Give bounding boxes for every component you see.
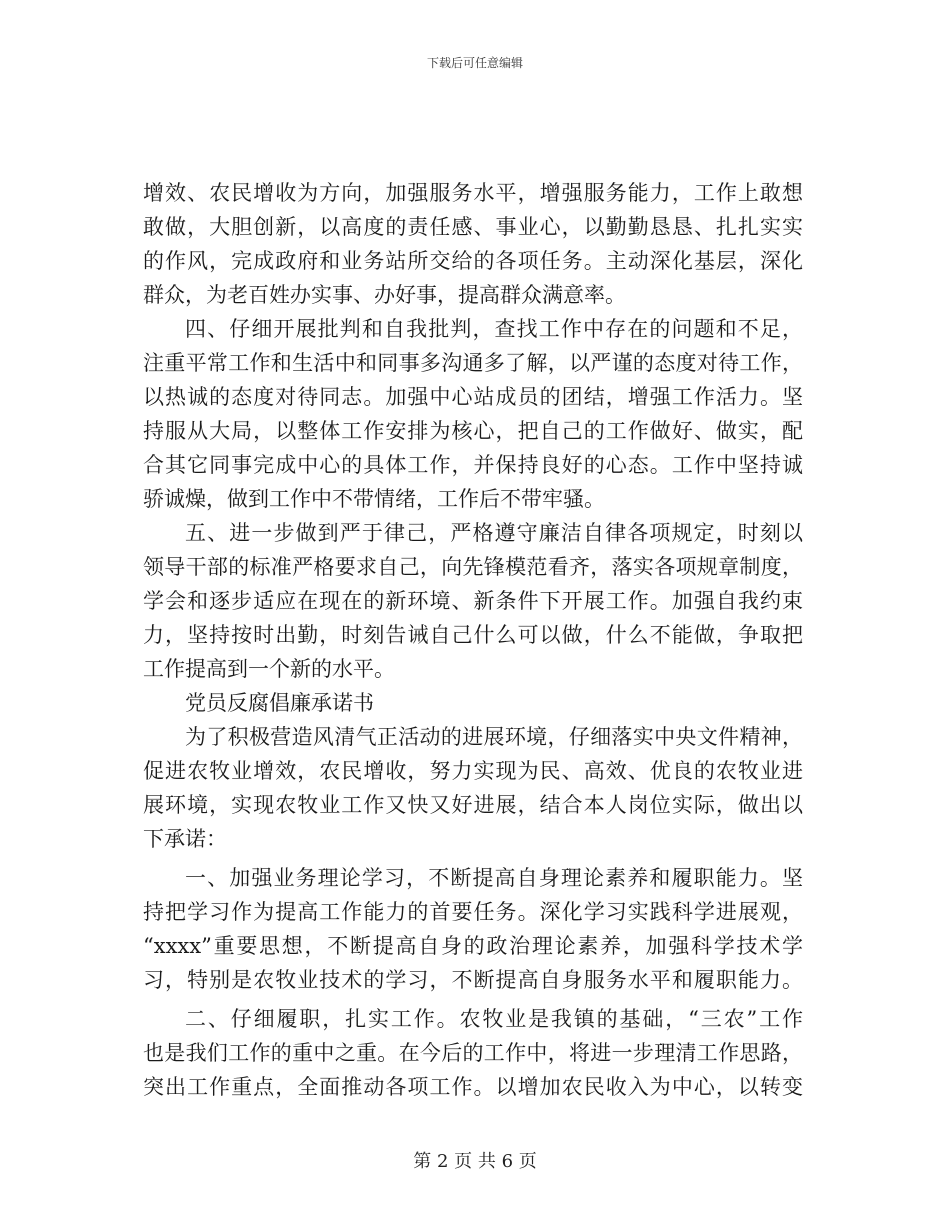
text-line: 学会和逐步适应在现在的新环境、新条件下开展工作。加强自我约束	[143, 589, 803, 613]
text-line: 持把学习作为提高工作能力的首要任务。深化学习实践科学进展观，	[143, 900, 803, 924]
text-line: 群众，为老百姓办实事、办好事，提高群众满意率。	[143, 283, 626, 307]
page-number: 第 2 页 共 6 页	[413, 1151, 537, 1172]
text-line: 注重平常工作和生活中和同事多沟通多了解，以严谨的态度对待工作，	[143, 351, 803, 375]
text-line: 骄诚燥，做到工作中不带情绪，工作后不带牢骚。	[143, 487, 605, 511]
page-header: 下载后可任意编辑	[426, 56, 523, 70]
text-line: 下承诺：	[143, 827, 227, 851]
text-line: 为了积极营造风清气正活动的进展环境，仔细落实中央文件精神，	[185, 725, 803, 749]
text-line: 二、仔细履职，扎实工作。农牧业是我镇的基础，“三农”工作	[185, 1007, 803, 1031]
text-line: 以热诚的态度对待同志。加强中心站成员的团结，增强工作活力。坚	[143, 385, 803, 409]
text-line: 领导干部的标准严格要求自己，向先锋模范看齐，落实各项规章制度，	[143, 555, 803, 579]
text-line: 力，坚持按时出勤，时刻告诫自己什么可以做，什么不能做，争取把	[143, 623, 803, 647]
text-line: 合其它同事完成中心的具体工作，并保持良好的心态。工作中坚持诚	[143, 453, 803, 477]
text-line: 一、加强业务理论学习，不断提高自身理论素养和履职能力。坚	[185, 866, 803, 890]
text-line: 突出工作重点，全面推动各项工作。以增加农民收入为中心，以转变	[143, 1075, 803, 1099]
text-line: 的作风，完成政府和业务站所交给的各项任务。主动深化基层，深化	[143, 249, 803, 273]
text-line: 五、进一步做到严于律己，严格遵守廉洁自律各项规定，时刻以	[185, 521, 803, 545]
text-line: “xxxx”重要思想，不断提高自身的政治理论素养，加强科学技术学	[143, 934, 803, 958]
text-line: 展环境，实现农牧业工作又快又好进展，结合本人岗位实际，做出以	[143, 793, 803, 817]
text-line: 工作提高到一个新的水平。	[143, 657, 395, 681]
document-body	[143, 176, 803, 1104]
text-line: 四、仔细开展批判和自我批判，查找工作中存在的问题和不足，	[185, 317, 803, 341]
text-line: 促进农牧业增效，农民增收，努力实现为民、高效、优良的农牧业进	[143, 759, 803, 783]
text-line: 习，特别是农牧业技术的学习，不断提高自身服务水平和履职能力。	[143, 968, 803, 992]
text-line: 敢做，大胆创新，以高度的责任感、事业心，以勤勤恳恳、扎扎实实	[143, 215, 803, 239]
text-line: 持服从大局，以整体工作安排为核心，把自己的工作做好、做实，配	[143, 419, 803, 443]
text-line: 增效、农民增收为方向，加强服务水平，增强服务能力，工作上敢想	[143, 181, 803, 205]
text-line: 也是我们工作的重中之重。在今后的工作中，将进一步理清工作思路，	[143, 1041, 803, 1065]
section-title: 党员反腐倡廉承诺书	[185, 691, 374, 715]
